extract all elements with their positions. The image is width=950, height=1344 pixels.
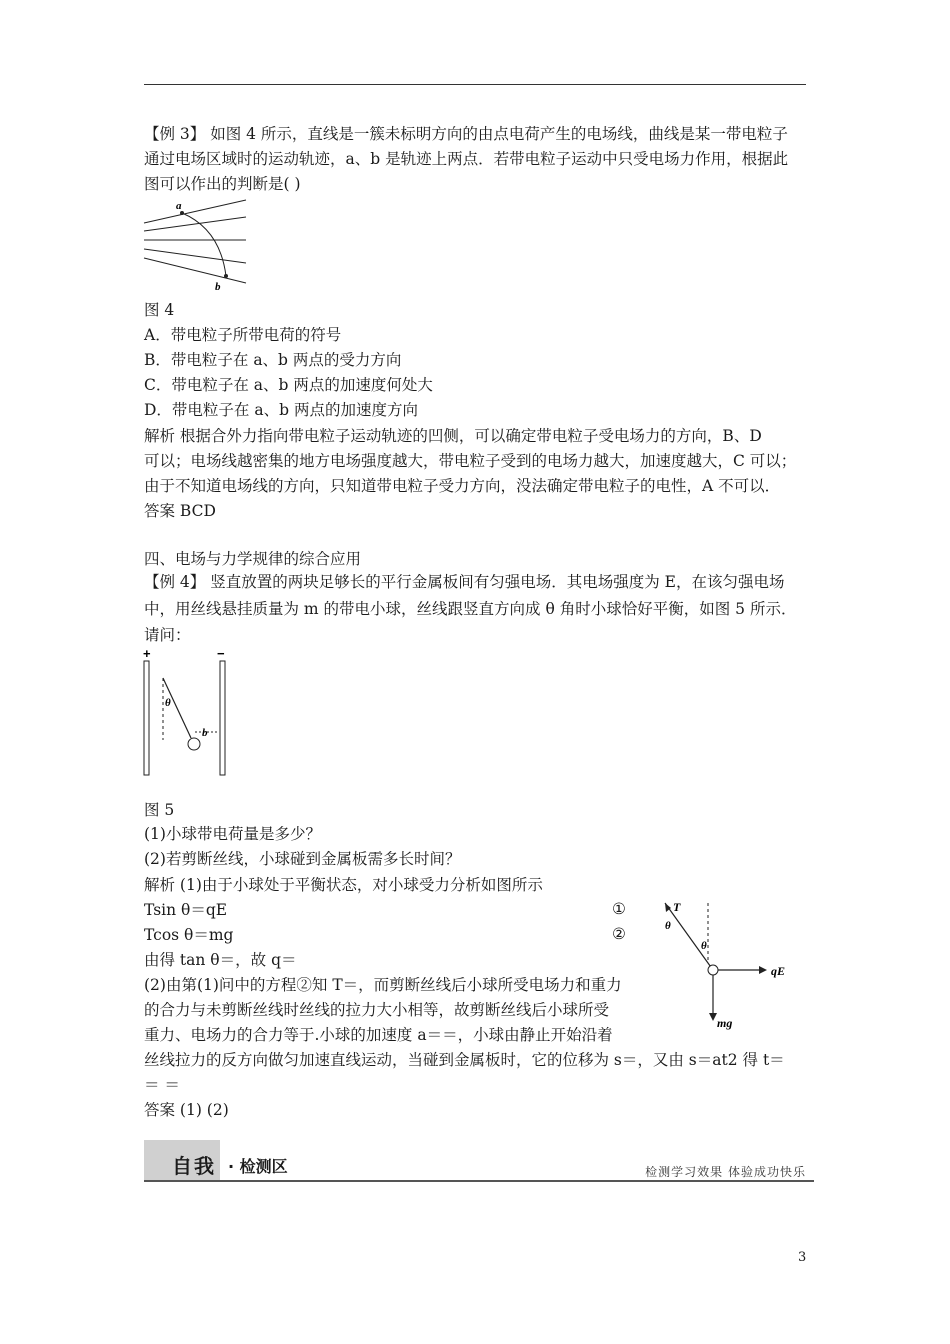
theta-label: θ xyxy=(165,697,171,709)
option-b: B．带电粒子在 a、b 两点的受力方向 xyxy=(144,351,402,369)
solution-line-4: 由得 tan θ＝，故 q＝ xyxy=(144,951,297,969)
equation-2: Tcos θ＝mg xyxy=(144,926,234,944)
figure-5-caption: 图 5 xyxy=(144,801,175,819)
example3-answer: 答案 BCD xyxy=(144,502,216,520)
example4-line-2: 中，用丝线悬挂质量为 m 的带电小球，丝线跟竖直方向成 θ 角时小球恰好平衡，如图 5 所示． xyxy=(144,600,797,618)
option-d: D．带电粒子在 a、b 两点的加速度方向 xyxy=(144,401,418,419)
example3-line-1: 【例 3】 如图 4 所示，直线是一簇未标明方向的由点电荷产生的电场线，曲线是某一带电粒子 xyxy=(144,125,788,143)
point-b-label: b xyxy=(215,281,221,293)
example3-line-2: 通过电场区域时的运动轨迹，a、b 是轨迹上两点．若带电粒子运动中只受电场力作用，根据此 xyxy=(144,150,789,168)
solution-line-1: 解析 (1)由于小球处于平衡状态，对小球受力分析如图所示 xyxy=(144,876,543,894)
example3-line-3: 图可以作出的判断是( ) xyxy=(144,175,301,193)
equation-1: Tsin θ＝qE xyxy=(144,901,228,919)
b-label: b xyxy=(202,727,208,739)
banner-title: 自我 xyxy=(172,1154,216,1178)
figure-4-diagram xyxy=(140,194,255,294)
theta-label-lower: θ xyxy=(701,940,707,952)
banner-tagline: 检测学习效果 体验成功快乐 xyxy=(645,1165,806,1179)
section4-heading: 四、电场与力学规律的综合应用 xyxy=(144,550,362,568)
example4-line-3: 请问： xyxy=(144,626,191,644)
point-a-label: a xyxy=(176,200,182,212)
header-rule xyxy=(144,84,806,85)
solution-line-8: 丝线拉力的反方向做匀加速直线运动，当碰到金属板时，它的位移为 s＝，又由 s＝at2 得 t＝ xyxy=(144,1051,785,1069)
banner-subtitle: · 检测区 xyxy=(228,1157,288,1176)
equation-2-number: ② xyxy=(612,925,626,943)
page-number: 3 xyxy=(798,1250,807,1265)
equation-1-number: ① xyxy=(612,900,626,918)
figure-5-diagram xyxy=(138,648,238,780)
minus-sign: − xyxy=(217,648,225,661)
self-check-banner xyxy=(144,1140,814,1186)
electric-force-label: qE xyxy=(771,964,786,978)
example4-line-1: 【例 4】 竖直放置的两块足够长的平行金属板间有匀强电场．其电场强度为 E，在该匀强电场 xyxy=(144,573,785,591)
solution-line-5: (2)由第(1)问中的方程②知 T＝，而剪断丝线后小球所受电场力和重力 xyxy=(144,976,622,994)
figure-4-caption: 图 4 xyxy=(144,301,175,319)
example3-analysis-1: 解析 根据合外力指向带电粒子运动轨迹的凹侧，可以确定带电粒子受电场力的方向，B、D xyxy=(144,427,762,445)
solution-line-6: 的合力与未剪断丝线时丝线的拉力大小相等，故剪断丝线后小球所受 xyxy=(144,1001,610,1019)
option-a: A．带电粒子所带电荷的符号 xyxy=(144,326,342,344)
banner-rule xyxy=(144,1180,814,1182)
force-diagram xyxy=(655,895,795,1035)
theta-label-upper: θ xyxy=(665,920,671,932)
question-2: (2)若剪断丝线，小球碰到金属板需多长时间？ xyxy=(144,850,461,868)
plus-sign: + xyxy=(143,648,151,661)
example4-answer: 答案 (1) (2) xyxy=(144,1101,229,1119)
option-c: C．带电粒子在 a、b 两点的加速度何处大 xyxy=(144,376,433,394)
example3-analysis-3: 由于不知道电场线的方向，只知道带电粒子受力方向，没法确定带电粒子的电性，A 不可以． xyxy=(144,477,781,495)
question-1: (1)小球带电荷量是多少？ xyxy=(144,825,321,843)
tension-label: T xyxy=(673,900,681,914)
gravity-label: mg xyxy=(717,1016,733,1030)
solution-line-9: ＝ ＝ xyxy=(144,1076,180,1094)
example3-analysis-2: 可以；电场线越密集的地方电场强度越大，带电粒子受到的电场力越大，加速度越大，C 可以； xyxy=(144,452,797,470)
solution-line-7: 重力、电场力的合力等于.小球的加速度 a＝＝，小球由静止开始沿着 xyxy=(144,1026,613,1044)
